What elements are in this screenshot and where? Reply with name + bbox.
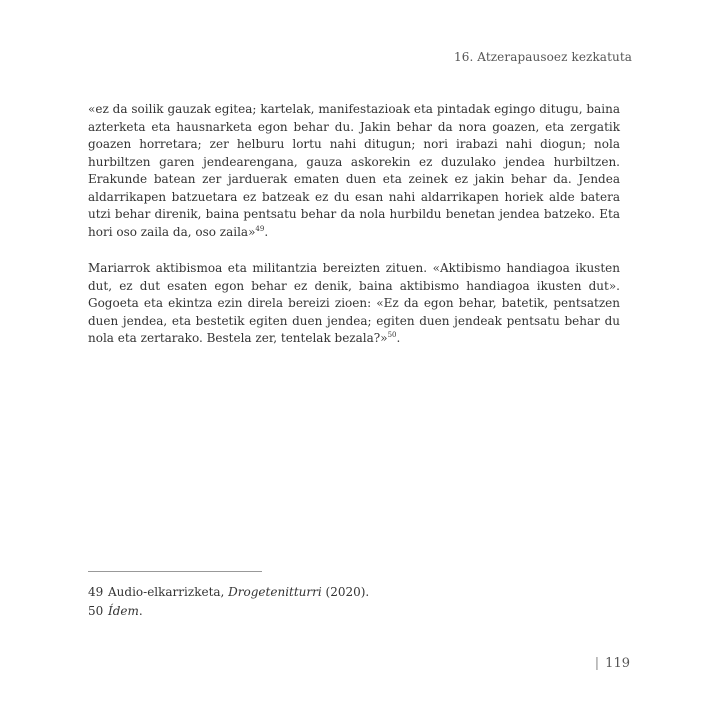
paragraph-text: Mariarrok aktibismoa eta militantzia bereizten zituen. «Aktibismo handiagoa ikusten dut, ez dut esaten egon behar ez denik, baina aktibismo handiagoa ikusten dut». Gogoeta eta ekintza ezin direla bereizi zioen: «Ez da egon behar, batetik, pentsatzen duen jendea, eta bestetik egiten duen jendea; egiten duen jendeak pentsatu behar du nola eta zertarako. Bestela zer, tentelak bezala?» — [88, 261, 620, 345]
footnote-end: . — [138, 604, 143, 618]
footnote-year: (2020). — [321, 585, 370, 599]
paragraph-text: «ez da soilik gauzak egitea; kartelak, manifestazioak eta pintadak egingo ditugu, baina azterketa eta hausnarketa egon behar du. Jakin behar da nora goazen, eta zergatik goazen horretara; zer helburu lortu nahi ditugun; nori irabazi nahi diogun; nola hurbiltzen garen jendearengana, gauza askorekin ez duzulako jendea hurbiltzen. Erakunde batean zer jarduerak ematen duen eta zeinek ez jakin behar da. Jendea aldarrikapen batzuetara ez batzeak ez du esan nahi aldarrikapen horiek alde batera utzi behar direnik, baina pentsatu behar da nola hurbildu benetan jendea batzeko. Eta hori oso zaila da, oso zaila» — [88, 102, 620, 239]
footnote-50 — [88, 602, 369, 621]
page-number-value: 119 — [605, 656, 630, 671]
footnotes — [88, 583, 369, 621]
footnote-text — [108, 602, 143, 621]
paragraph-end: . — [264, 224, 269, 239]
footnote-ref-50[interactable]: 50 — [387, 331, 397, 339]
page-separator: | — [594, 656, 600, 671]
paragraph-end: . — [396, 331, 401, 345]
running-header: 16. Atzerapausoez kezkatuta — [453, 50, 632, 64]
paragraph-mariarrok — [88, 260, 620, 348]
main-text — [88, 101, 620, 367]
footnote-text — [108, 583, 369, 602]
footnote-source: Audio-elkarrizketa, — [108, 585, 229, 599]
footnote-number: 49 — [88, 585, 104, 599]
footnote-49 — [88, 583, 369, 602]
footnote-ref-49[interactable]: 49 — [255, 224, 265, 233]
footnote-title: Drogetenitturri — [228, 585, 322, 599]
footnote-number: 50 — [88, 604, 104, 618]
paragraph-quote — [88, 101, 620, 241]
footnote-divider — [88, 571, 262, 572]
page-number — [595, 656, 630, 671]
footnote-title: Ídem — [108, 604, 139, 618]
